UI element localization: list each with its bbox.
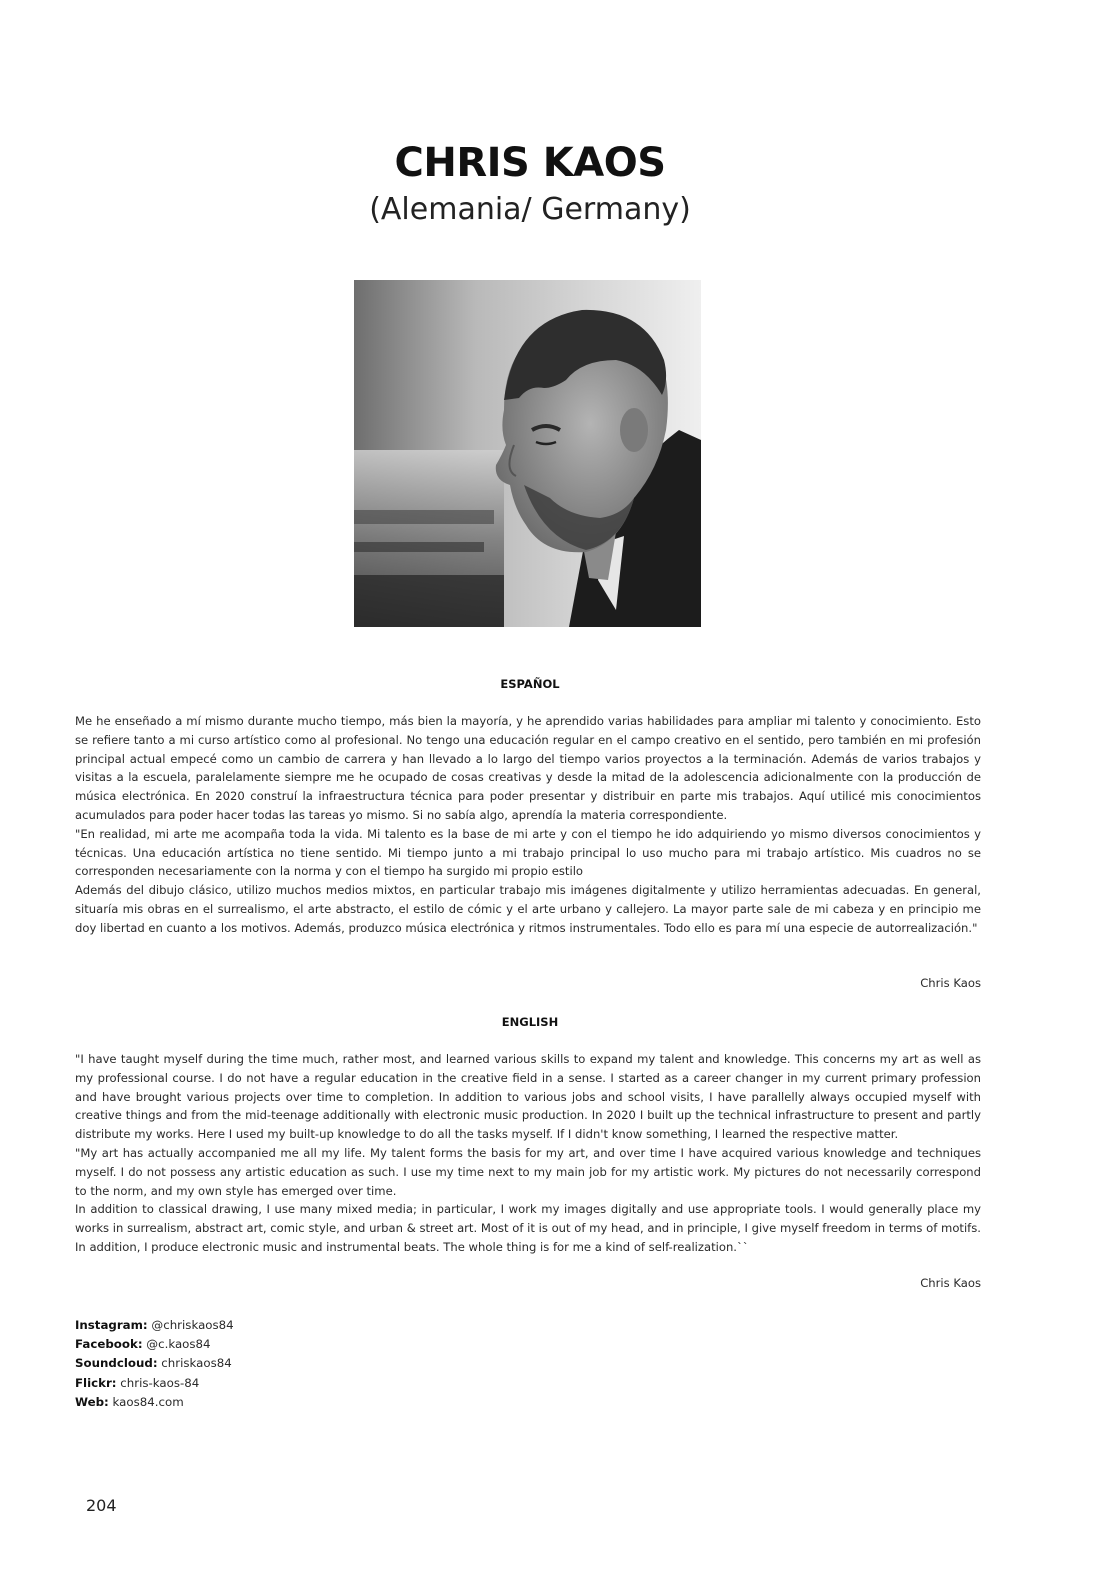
portrait-photo-icon: [354, 280, 701, 627]
soundcloud-handle[interactable]: chriskaos84: [157, 1356, 232, 1371]
spanish-signature: Chris Kaos: [920, 976, 981, 990]
social-row-soundcloud: [75, 1354, 234, 1373]
web-label: Web:: [75, 1394, 109, 1409]
social-links: [75, 1316, 234, 1412]
instagram-handle[interactable]: @chriskaos84: [147, 1318, 234, 1332]
english-signature: Chris Kaos: [920, 1276, 981, 1290]
social-row-web: [75, 1393, 234, 1412]
web-link[interactable]: kaos84.com: [108, 1394, 184, 1409]
english-paragraph: "I have taught myself during the time much, rather most, and learned various skills to expand my talent and knowledge. This concerns my art as well as my professional course. I do not have a regular education in the creative field in a sense. I started as a career changer in my current primary profession and have brought various projects over time to completion. In addition to various jobs and school visits, I have parallelly always occupied myself with creative things and from the mid-teenage additionally with electronic music production. In 2020 I built up the technical infrastructure to present and partly distribute my works. Here I used my built-up knowledge to do all the tasks myself. If I didn't know something, I learned the respective matter.: [75, 1052, 981, 1142]
spanish-paragraph: "En realidad, mi arte me acompaña toda la vida. Mi talento es la base de mi arte y con el tiempo he ido adquiriendo yo mismo diversos conocimientos y técnicas. Una educación artística no tiene sentido. Mi tiempo junto a mi trabajo principal lo uso mucho para mi trabajo artístico. Mis cuadros no se corresponden necesariamente con la norma y con el tiempo ha surgido mi propio estilo: [75, 826, 981, 879]
facebook-label: Facebook:: [75, 1337, 143, 1352]
english-heading: ENGLISH: [501, 1015, 559, 1029]
spanish-bio: [75, 712, 981, 938]
spanish-paragraph: Además del dibujo clásico, utilizo muchos medios mixtos, en particular trabajo mis imágenes digitalmente y utilizo herramientas adecuadas. En general, situaría mis obras en el surrealismo, el arte abstracto, el estilo de cómic y el arte urbano y callejero. La mayor parte sale de mi cabeza y en principio me doy libertad en cuanto a los motivos. Además, produzco música electrónica y ritmos instrumentales. Todo ello es para mí una especie de autorrealización.": [75, 883, 981, 935]
page-number: 204: [86, 1496, 117, 1515]
english-paragraph: "My art has actually accompanied me all my life. My talent forms the basis for my art, and over time I have acquired various knowledge and techniques myself. I do not possess any artistic education as such. I use my time next to my main job for my artistic work. My pictures do not necessarily correspond to the norm, and my own style has emerged over time.: [75, 1145, 981, 1198]
facebook-handle[interactable]: @c.kaos84: [142, 1337, 211, 1352]
english-paragraph: In addition to classical drawing, I use many mixed media; in particular, I work my images digitally and use appropriate tools. I would generally place my works in surrealism, abstract art, comic style, and urban & street art. Most of it is out of my head, and in principle, I give myself freedom in terms of motifs. In addition, I produce electronic music and instrumental beats. The whole thing is for me a kind of self-realization.``: [75, 1202, 981, 1254]
social-row-facebook: [75, 1335, 234, 1354]
social-row-instagram: [75, 1316, 234, 1335]
flickr-handle[interactable]: chris-kaos-84: [116, 1375, 200, 1390]
english-bio: [75, 1050, 981, 1257]
soundcloud-label: Soundcloud:: [75, 1356, 158, 1371]
portrait-photo: [354, 280, 701, 627]
social-row-flickr: [75, 1374, 234, 1393]
artist-name: CHRIS KAOS: [394, 140, 666, 186]
artist-country: (Alemania/ Germany): [369, 192, 691, 227]
flickr-label: Flickr:: [75, 1375, 117, 1390]
spanish-paragraph: Me he enseñado a mí mismo durante mucho tiempo, más bien la mayoría, y he aprendido varias habilidades para ampliar mi talento y conocimiento. Esto se refiere tanto a mi curso artístico como al profesional. No tengo una educación regular en el campo creativo en el sentido, pero también en mi profesión principal actual empecé como un cambio de carrera y han llevado a lo largo del tiempo varios proyectos a la terminación. Además de varios trabajos y visitas a la escuela, paralelamente siempre me he ocupado de cosas creativas y desde la mitad de la adolescencia adicionalmente con la producción de música electrónica. En 2020 construí la infraestructura técnica para poder presentar y distribuir en parte mis trabajos. Aquí utilicé mis conocimientos acumulados para poder hacer todas las tareas yo mismo. Si no sabía algo, aprendía la materia correspondiente.: [75, 714, 981, 822]
instagram-label: Instagram:: [75, 1318, 148, 1332]
spanish-heading: ESPAÑOL: [500, 677, 560, 691]
